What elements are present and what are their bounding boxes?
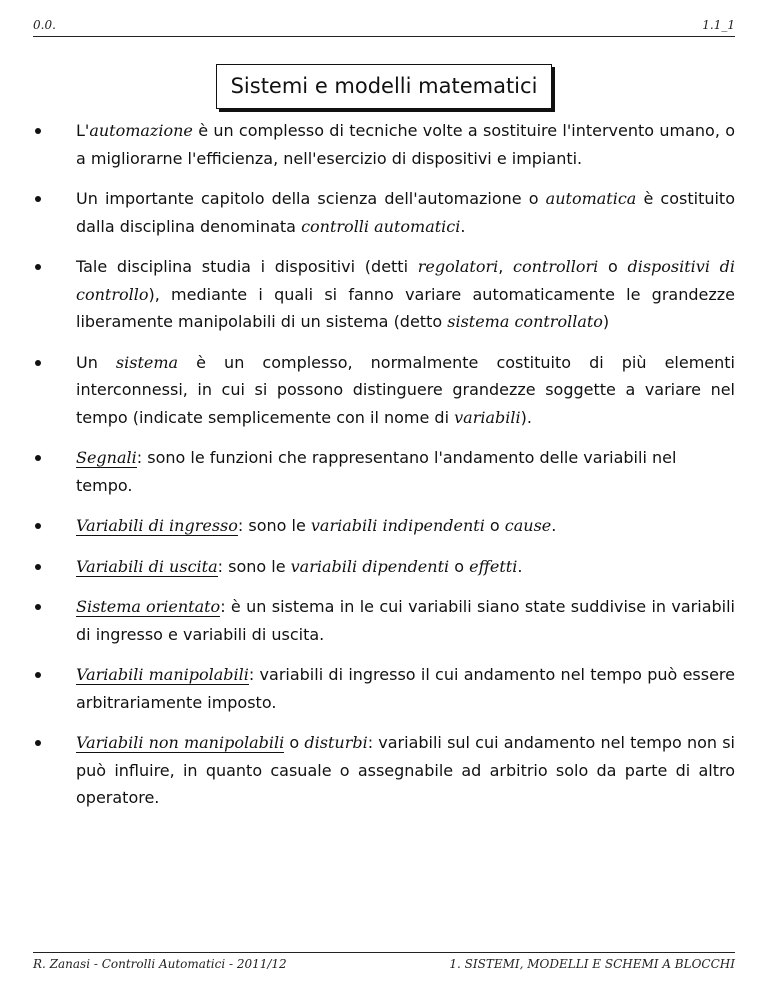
item-text: . xyxy=(551,516,557,535)
footer-chapter: 1. SISTEMI, MODELLI E SCHEMI A BLOCCHI xyxy=(449,957,735,971)
item-text: è un complesso, normalmente costituito di più elementi interconnessi, in cui si possono distinguere grandezze soggette a variare nel tempo (indicate semplicemente con il nome di xyxy=(76,352,735,427)
bullet-sistema xyxy=(33,349,735,432)
item-text: è costituito dalla disciplina denominata xyxy=(76,189,735,236)
term-automazione: automazione xyxy=(89,121,193,140)
term-dispositivi-di-controllo: dispositivi di controllo xyxy=(76,257,736,304)
term-controlli-automatici: controlli automatici xyxy=(301,216,461,236)
term-automatica: automatica xyxy=(545,189,637,208)
item-text: , xyxy=(498,257,514,276)
item-text: ). xyxy=(520,407,532,427)
item-text: Un xyxy=(76,352,116,372)
term-sistema-controllato: sistema controllato xyxy=(447,312,603,331)
term-regolatori: regolatori xyxy=(417,257,499,276)
item-text: : variabili di ingresso il cui andamento nel tempo può essere arbitrariamente imposto. xyxy=(76,665,735,712)
item-text: o xyxy=(449,556,470,576)
term-segnali: Segnali xyxy=(76,448,137,467)
bullet-sistema-orientato xyxy=(33,593,735,648)
bullet-disciplina xyxy=(33,253,735,336)
item-text: : sono le funzioni che rappresentano l'andamento delle variabili nel tempo. xyxy=(76,448,677,495)
bullet-variabili-ingresso xyxy=(33,512,735,540)
term-variabili-indipendenti: variabili indipendenti xyxy=(310,516,485,535)
item-text: : sono le xyxy=(217,556,291,576)
footer-rule xyxy=(33,952,735,953)
bullet-automatica xyxy=(33,185,735,240)
bullet-list xyxy=(33,117,735,825)
item-text: o xyxy=(284,733,305,752)
item-text: L' xyxy=(76,121,90,140)
item-text: Tale disciplina studia i dispositivi (detti xyxy=(76,257,418,276)
header-slide-number: 1.1_1 xyxy=(702,18,735,32)
term-effetti: effetti xyxy=(469,556,518,576)
footer-author: R. Zanasi - Controlli Automatici - 2011/12 xyxy=(33,957,287,971)
bullet-variabili-uscita xyxy=(33,553,735,581)
item-text: ), mediante i quali si fanno variare automaticamente le grandezze liberamente manipolabili di un sistema (detto xyxy=(76,284,735,331)
bullet-segnali xyxy=(33,444,735,499)
term-variabili-di-uscita: Variabili di uscita xyxy=(76,556,218,576)
header-section-number: 0.0. xyxy=(33,18,56,32)
header-rule xyxy=(33,36,735,37)
item-text: o xyxy=(484,516,505,535)
item-text: è un complesso di tecniche volte a sostituire l'intervento umano, o a migliorarne l'efficienza, nell'esercizio di dispositivi e impianti. xyxy=(76,121,735,168)
term-variabili: variabili xyxy=(454,407,521,427)
bullet-variabili-non-manipolabili xyxy=(33,729,735,812)
term-variabili-non-manipolabili: Variabili non manipolabili xyxy=(76,733,285,752)
term-variabili-di-ingresso: Variabili di ingresso xyxy=(76,516,238,535)
item-text: ) xyxy=(602,312,610,331)
item-text: . xyxy=(460,216,466,236)
slide-title: Sistemi e modelli matematici xyxy=(216,64,553,109)
item-text: : è un sistema in le cui variabili siano state suddivise in variabili di ingresso e variabili di uscita. xyxy=(76,597,735,644)
item-text: Un importante capitolo della scienza dell'automazione o xyxy=(76,189,546,208)
item-text: : sono le xyxy=(237,516,311,535)
bullet-variabili-manipolabili xyxy=(33,661,735,716)
bullet-automazione xyxy=(33,117,735,172)
item-text: : variabili sul cui andamento nel tempo non si può influire, in quanto casuale o assegnabile ad arbitrio solo da parte di altro operatore. xyxy=(76,733,735,807)
term-variabili-dipendenti: variabili dipendenti xyxy=(290,556,450,576)
title-area xyxy=(0,64,768,109)
term-sistema-orientato: Sistema orientato xyxy=(76,597,221,616)
term-variabili-manipolabili: Variabili manipolabili xyxy=(76,665,249,684)
term-disturbi: disturbi xyxy=(304,733,368,752)
term-sistema: sistema xyxy=(115,352,179,372)
term-controllori: controllori xyxy=(513,257,599,276)
item-text: o xyxy=(598,257,628,276)
term-cause: cause xyxy=(504,516,552,535)
item-text: . xyxy=(517,556,523,576)
